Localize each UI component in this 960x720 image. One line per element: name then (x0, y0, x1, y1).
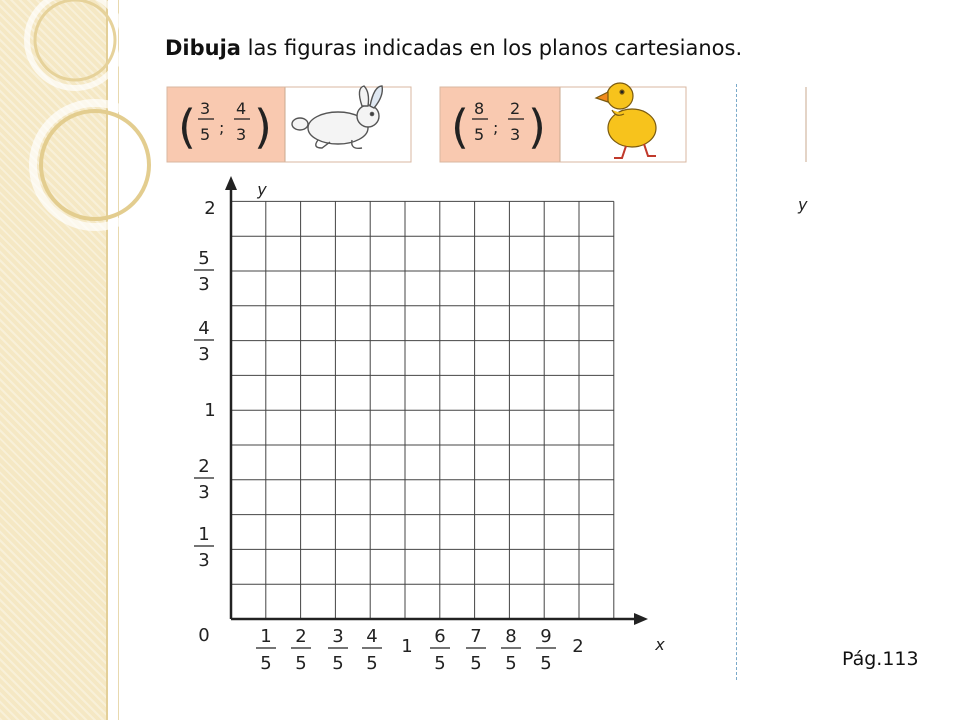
card1-x-denominator: 5 (200, 125, 211, 144)
y-tick-label: 2 (204, 198, 216, 219)
y-tick-numerator: 4 (198, 318, 210, 339)
divider-dashed-line (736, 84, 737, 680)
coordinate-card-rabbit (167, 86, 411, 162)
y-tick-denominator: 3 (198, 482, 210, 503)
x-tick-label: 1 (401, 636, 413, 657)
x-tick-label: 2 (572, 636, 584, 657)
x-tick-denominator: 5 (540, 653, 552, 674)
title-bold-word: Dibuja (165, 36, 241, 60)
y-tick-denominator: 3 (198, 550, 210, 571)
y-tick-numerator: 1 (198, 524, 210, 545)
card2-y-denominator: 3 (510, 125, 521, 144)
x-tick-numerator: 7 (470, 626, 482, 647)
x-tick-numerator: 6 (434, 626, 446, 647)
right-plane-y-label: y (798, 195, 808, 214)
x-axis-arrow (634, 613, 648, 625)
x-tick-denominator: 5 (332, 653, 344, 674)
y-tick-numerator: 2 (198, 456, 210, 477)
x-axis-label: x (655, 635, 665, 654)
y-tick-denominator: 3 (198, 274, 210, 295)
page-number: Pág.113 (842, 648, 919, 670)
x-tick-denominator: 5 (366, 653, 378, 674)
x-tick-denominator: 5 (260, 653, 272, 674)
x-tick-denominator: 5 (505, 653, 517, 674)
x-tick-denominator: 5 (295, 653, 307, 674)
card2-x-numerator: 8 (474, 99, 485, 118)
card2-y-numerator: 2 (510, 99, 521, 118)
svg-text:;: ; (219, 118, 225, 137)
svg-text:(: ( (451, 100, 469, 154)
y-axis-label: y (257, 180, 267, 199)
y-axis-arrow (225, 176, 237, 190)
card1-y-numerator: 4 (236, 99, 247, 118)
card2-x-denominator: 5 (474, 125, 485, 144)
y-tick-denominator: 3 (198, 344, 210, 365)
card1-y-denominator: 3 (236, 125, 247, 144)
decorative-circles (27, 0, 157, 227)
x-tick-denominator: 5 (434, 653, 446, 674)
y-tick-numerator: 5 (198, 248, 210, 269)
x-tick-numerator: 8 (505, 626, 517, 647)
x-tick-numerator: 4 (366, 626, 378, 647)
svg-text:;: ; (493, 118, 499, 137)
x-tick-numerator: 2 (295, 626, 307, 647)
open-paren: ( (178, 100, 196, 154)
card1-x-numerator: 3 (200, 99, 211, 118)
x-tick-numerator: 9 (540, 626, 552, 647)
svg-text:): ) (528, 100, 546, 154)
close-paren: ) (254, 100, 272, 154)
y-tick-label: 1 (204, 400, 216, 421)
x-tick-denominator: 5 (470, 653, 482, 674)
origin-label: 0 (198, 625, 210, 646)
coordinate-card-duck (440, 83, 686, 162)
x-tick-numerator: 3 (332, 626, 344, 647)
cartesian-plane (194, 176, 665, 674)
x-tick-numerator: 1 (260, 626, 272, 647)
title-text: las figuras indicadas en los planos cartesianos. (240, 36, 743, 60)
